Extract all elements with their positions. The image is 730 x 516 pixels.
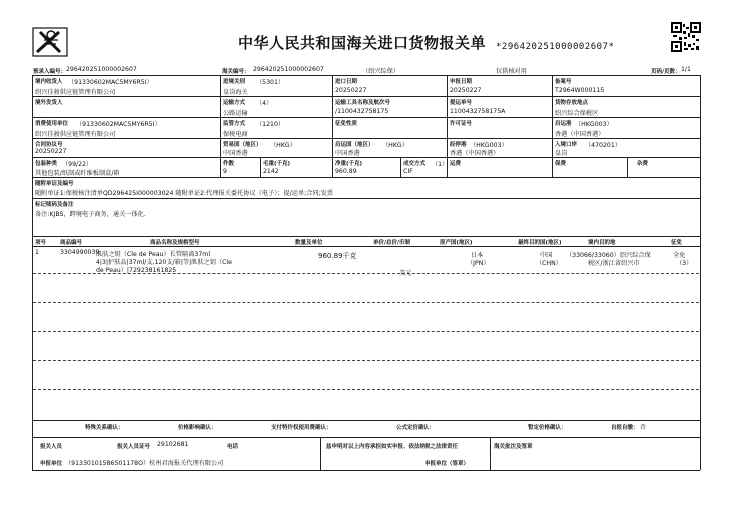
supervision-name: 保税电商: [223, 131, 248, 138]
documents-value: 随附单证1:保税核注清单QD296425I000003024 随附单证2:代理报关委托协议（电子）；提/运单;合同;发票: [35, 190, 334, 197]
col-origin: 原产国(地区): [440, 240, 473, 246]
provisional-price-label: 暂定价格确认：: [528, 425, 567, 431]
supervision-code: （1210）: [256, 121, 285, 128]
gross-weight-value: 2142: [263, 168, 279, 175]
pre-entry-no: 296420251000002607: [66, 66, 137, 73]
transport-mode-label: 运输方式: [223, 100, 246, 106]
customs-no-label: 海关编号：: [222, 69, 250, 75]
goods-origin-code: （JPN）: [467, 260, 490, 267]
agent-value: （91330101586501178O）杭州君海报关代理有限公司: [65, 460, 224, 467]
page-value: 1/1: [681, 66, 691, 73]
entry-port-code: （5301）: [256, 79, 285, 86]
logo-emblem: [32, 26, 70, 58]
goods-domestic-dest-line2: 税区/浙江省绍兴市: [588, 260, 640, 267]
goods-domestic-dest-line1: （33066/33060）绍兴综合保: [566, 252, 651, 259]
col-exemption: 征免: [671, 240, 683, 246]
net-weight-value: 960.89: [335, 168, 357, 175]
goods-code: 3304990039: [60, 249, 100, 256]
page-label: 页码/页数：: [651, 69, 681, 75]
transport-mode-code: （4）: [256, 100, 273, 107]
pieces-value: 9: [223, 168, 227, 175]
pre-entry-label: 预录入编号：: [33, 69, 67, 75]
entry-border-name: 皇岗: [555, 150, 568, 157]
tax-nature-label: 征免性质: [335, 121, 358, 127]
departure-country-name: 中国香港: [335, 150, 360, 157]
barcode-text: *296420251000002607*: [496, 42, 615, 52]
goods-name-line2: 4|3|护肤品|37ml/支,120支/箱|等|肌肤之钥（Cle: [96, 259, 232, 266]
contract-no: 20250227: [35, 148, 67, 155]
page-title: 中华人民共和国海关进口货物报关单: [238, 34, 487, 52]
consignee-name: 绍兴佳骏供应链管理有限公司: [35, 89, 116, 96]
departure-country-label: 启运国（地区）: [335, 142, 374, 148]
vehicle-value: /1100432758175: [335, 108, 389, 115]
gross-weight-label: 毛重(千克): [263, 161, 291, 167]
record-no-label: 备案号: [555, 79, 572, 85]
declarant-cert-label: 报关人员证号: [117, 444, 151, 450]
customs-office-note: （绍兴综保）: [362, 68, 400, 75]
license-label: 许可证号: [450, 121, 473, 127]
storage-label: 货物存放地点: [555, 100, 589, 106]
goods-name-line3: de Peau）|729238161825: [96, 267, 177, 274]
formula-price-label: 公式定价确认：: [396, 425, 435, 431]
origin-port-code: （HKG003）: [575, 121, 613, 128]
col-goods-name: 商品名称及规格型号: [150, 240, 200, 246]
bill-no-label: 提运单号: [450, 100, 473, 106]
pieces-label: 件数: [223, 161, 235, 167]
insurance-label: 保费: [555, 161, 567, 167]
freight-label: 运费: [450, 161, 462, 167]
goods-item-no: 1: [35, 249, 39, 256]
goods-name-line1: 肌肤之钥（Cle de Peau）长管隔离37ml: [96, 251, 211, 258]
departure-country-code: （HKG）: [382, 142, 408, 149]
customs-approval-label: 海关批注及签章: [494, 444, 533, 450]
consignee-label: 境内收货人: [35, 79, 63, 85]
shipper-label: 境外发货人: [35, 100, 63, 106]
supervision-label: 监管方式: [223, 121, 246, 127]
declarant-label: 报关人员: [40, 444, 63, 450]
goods-dest-country: 中国: [540, 252, 553, 259]
remarks-value: 备注:KJBS，跨境电子商务，通关一体化.: [35, 211, 146, 218]
consumer-label: 消费使用单位: [35, 121, 69, 127]
transport-mode-name: 公路运输: [223, 110, 248, 117]
special-relation-label: 特殊关系确认：: [85, 425, 124, 431]
contract-label: 合同协议号: [35, 142, 63, 148]
deal-mode-code: （1）: [432, 161, 449, 168]
customs-no: 296420251000002607: [253, 66, 324, 73]
transit-port-code: （HKG003）: [470, 142, 508, 149]
goods-currency: 美元: [399, 270, 412, 277]
transit-port-name: 香港（中国香港）: [450, 150, 500, 157]
col-item-no: 项号: [35, 240, 47, 246]
goods-qty: 960.89千克: [318, 252, 357, 260]
goods-exemption-code: （3）: [676, 260, 693, 267]
declare-date: 20250227: [450, 87, 482, 94]
consumer-code: （91330602MAC5MY6R5I）: [76, 121, 161, 128]
net-weight-label: 净重(千克): [335, 161, 363, 167]
legal-statement: 兹申明对以上内容承担如实申报、依法纳税之法律责任: [326, 444, 459, 450]
verification-note: 仅供核对用: [496, 68, 527, 75]
package-code: （99/22）: [62, 161, 93, 168]
origin-port-label: 启运港: [555, 121, 572, 127]
trade-country-name: 中国香港: [223, 150, 248, 157]
col-domestic-dest: 境内目的地: [588, 240, 616, 246]
transit-port-label: 经停港: [450, 142, 467, 148]
col-price: 单价/总价/币制: [373, 240, 411, 246]
consignee-code: （91330602MAC5MY6R5I）: [68, 79, 153, 86]
deal-mode-value: CIF: [403, 168, 413, 175]
record-no: T2964W000115: [555, 87, 605, 94]
self-pay-label: 自报自缴：: [611, 425, 639, 431]
trade-country-code: （HKG）: [270, 142, 296, 149]
entry-border-code: （470201）: [585, 142, 621, 149]
consumer-name: 绍兴佳骏供应链管理有限公司: [35, 131, 116, 138]
agent-label: 申报单位: [40, 461, 63, 467]
deal-mode-label: 成交方式: [403, 161, 426, 167]
col-final-dest: 最终目的国(地区): [518, 240, 562, 246]
storage-value: 绍兴综合保税区: [555, 110, 599, 117]
remarks-label: 标记唛码及备注: [35, 202, 74, 208]
entry-border-label: 入境口岸: [555, 142, 578, 148]
declarant-cert: 29102681: [157, 441, 189, 448]
royalty-label: 支付特许权使用费确认：: [271, 425, 332, 431]
package-label: 包装种类: [35, 161, 58, 167]
trade-country-label: 贸易国（地区）: [223, 142, 262, 148]
vehicle-label: 运输工具名称及航次号: [335, 100, 391, 106]
col-goods-code: 商品编号: [60, 240, 83, 246]
self-pay-value: 否: [640, 424, 647, 431]
goods-dest-code: （CHN）: [536, 260, 562, 267]
misc-fee-label: 杂费: [637, 161, 649, 167]
goods-exemption: 全免: [673, 252, 686, 259]
qr-code-icon: [671, 22, 701, 52]
col-qty-unit: 数量及单位: [295, 240, 323, 246]
entry-port-label: 进境关别: [223, 79, 246, 85]
package-value: 其他包装/纸制或纤维板制盒/箱: [35, 170, 120, 177]
origin-port-name: 香港（中国香港）: [555, 131, 605, 138]
bill-no: 1100432758175A: [450, 108, 506, 115]
price-influence-label: 价格影响确认：: [178, 425, 217, 431]
agent-seal-label: 申报单位（签章）: [425, 461, 470, 467]
import-date: 20250227: [335, 87, 367, 94]
declare-date-label: 申报日期: [450, 79, 473, 85]
entry-port-name: 皇岗海关: [223, 89, 248, 96]
import-date-label: 进口日期: [335, 79, 358, 85]
goods-origin-country: 日本: [471, 252, 484, 259]
phone-label: 电话: [227, 444, 239, 450]
documents-label: 随附单证及编号: [35, 181, 74, 187]
